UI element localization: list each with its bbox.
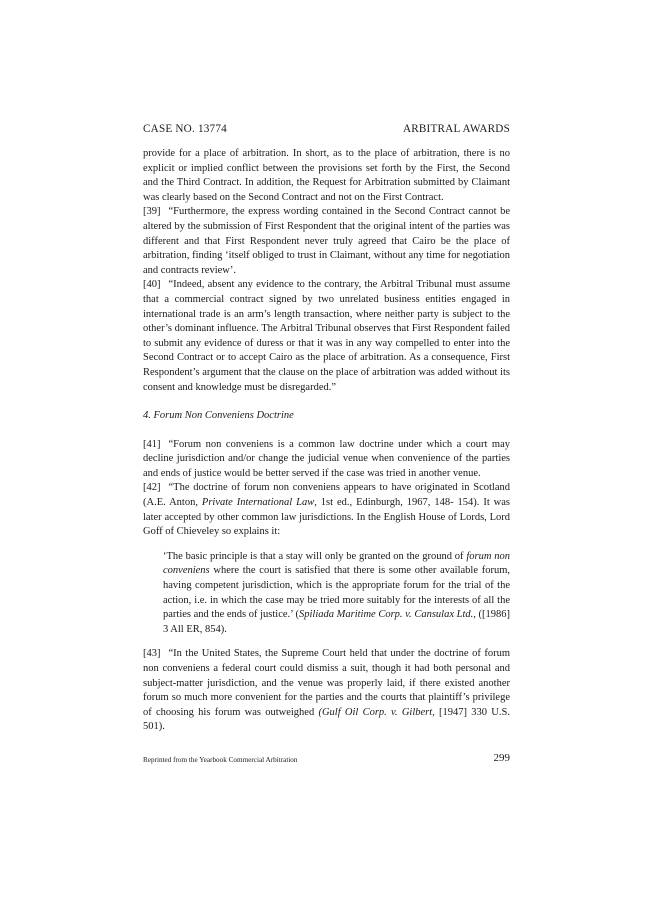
section-title: ARBITRAL AWARDS — [402, 123, 510, 135]
page-number: 299 — [493, 752, 510, 764]
paragraph-39 — [143, 205, 510, 278]
quote-text: where the court is satisfied that there is some other available forum, having competent jurisdiction, which is the appropriate forum for the trial of the action, i.e. in which the case may be tried more suitably for the interests of all the parties and the ends of justice.’ ( — [163, 565, 510, 621]
paragraph-text: [1947] 330 U.S. 501). — [143, 706, 510, 733]
paragraph-number: [43] — [143, 648, 161, 660]
paragraph-40 — [143, 278, 510, 395]
case-citation: Spiliada Maritime Corp. v. Cansulax Ltd., — [299, 609, 476, 621]
page-footer — [143, 752, 510, 764]
paragraph-number: [40] — [143, 279, 161, 291]
paragraph-text: “The doctrine of forum non conveniens appears to have originated in Scotland (A.E. Anton, — [143, 482, 510, 509]
section-heading: 4. Forum Non Conveniens Doctrine — [143, 410, 294, 422]
paragraph-text: “Furthermore, the express wording contained in the Second Contract cannot be altered by the submission of First Respondent that the original intent of the parties was different and that First Respondent never truly agreed that Cairo be the place of arbitration, finding ‘itself obliged to trust in Claimant, without any time for negotiation and contracts review’. — [143, 206, 510, 276]
paragraph-number: [42] — [143, 482, 161, 494]
case-number: CASE NO. 13774 — [143, 123, 227, 135]
body-text — [143, 147, 510, 735]
paragraph-42 — [143, 481, 510, 539]
book-title: Private International Law — [201, 497, 315, 509]
quote-text: ‘The basic principle is that a stay will only be granted on the ground of — [163, 550, 467, 562]
paragraph-41 — [143, 438, 510, 482]
paragraph-43 — [143, 647, 510, 735]
paragraph-number: [39] — [143, 206, 161, 218]
block-quote — [163, 550, 510, 638]
case-citation: (Gulf Oil Corp. v. Gilbert, — [318, 706, 435, 718]
paragraph-text: , 1st ed., Edinburgh, 1967, 148- 154). It was later accepted by other common law jurisdictions. In the English House of Lords, Lord Goff of Chieveley so explains it: — [143, 497, 510, 538]
paragraph-text: “In the United States, the Supreme Court held that under the doctrine of forum non conveniens a federal court could dismiss a suit, though it had both personal and subject-matter jurisdiction, and the venue was properly laid, if there existed another forum so much more convenient for the parties and the courts that plaintiff’s privilege of choosing his forum was outweighed — [143, 648, 510, 718]
paragraph-text: “Indeed, absent any evidence to the contrary, the Arbitral Tribunal must assume that a commercial contract signed by two unrelated business entities engaged in international trade is an arm’s length transaction, where neither party is subject to the other’s dominant influence. The Arbitral Tribunal observes that First Respondent failed to submit any evidence of duress or that it was in any way compelled to enter into the Second Contract or to accept Cairo as the place of arbitration. As a consequence, First Respondent’s argument that the clause on the place of arbitration was added without its consent and knowledge must be disregarded.” — [143, 279, 510, 393]
latin-term: forum non conveniens — [163, 550, 510, 577]
paragraph-number: [41] — [143, 438, 161, 450]
footer-note: Reprinted from the Yearbook Commercial Arbitration — [143, 756, 298, 764]
paragraph-text: “Forum non conveniens is a common law doctrine under which a court may decline jurisdiction and/or change the judicial venue when convenience of the parties and ends of justice would be better served if the case was tried in another venue. — [143, 438, 510, 479]
quote-text: ([1986] 3 All ER, 854). — [163, 609, 510, 635]
paragraph-intro: provide for a place of arbitration. In short, as to the place of arbitration, there is no explicit or implied conflict between the provisions set forth by the First, the Second and the Third Contract. In addition, the Request for Arbitration submitted by Claimant was clearly based on the Second Contract and not on the First Contract. — [143, 148, 510, 203]
running-header — [143, 123, 510, 135]
